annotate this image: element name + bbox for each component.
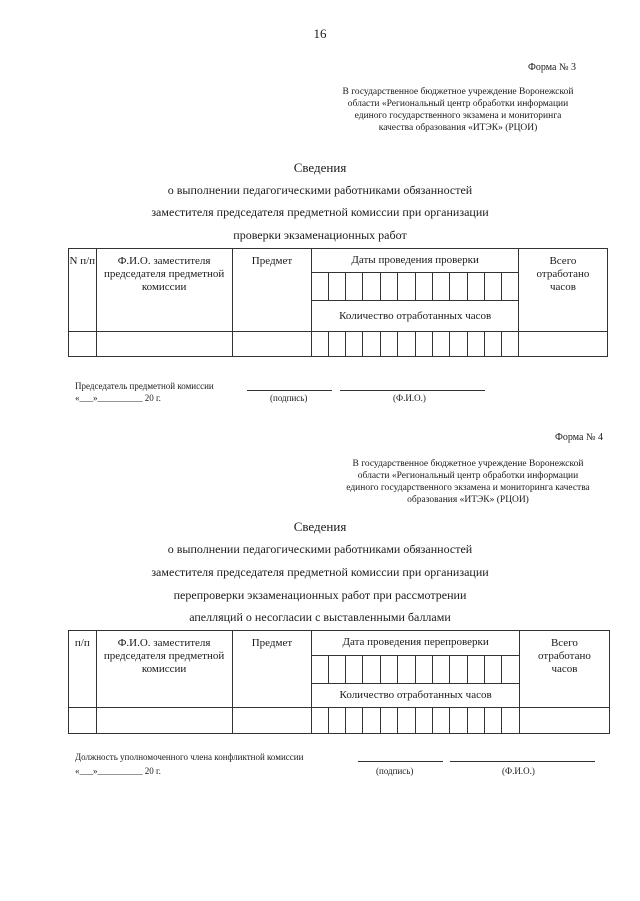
form3-subtitle-line: проверки экзаменационных работ <box>233 228 407 242</box>
form3-cell[interactable] <box>432 332 449 357</box>
form4-table <box>68 630 610 734</box>
form4-date-cell[interactable] <box>380 656 397 684</box>
form3-hours-label: Количество отработанных часов <box>312 301 519 332</box>
form4-date-cell[interactable] <box>432 656 449 684</box>
form4-cell[interactable] <box>69 708 97 734</box>
form4-cell[interactable] <box>502 708 519 734</box>
form4-title: Сведения <box>293 519 347 534</box>
form4-date-cell[interactable] <box>346 656 363 684</box>
form4-cell[interactable] <box>398 708 415 734</box>
form4-sign-hint: (подпись) <box>376 766 414 776</box>
form3-subtitle-line: заместителя председателя предметной комиссии при организации <box>151 205 489 219</box>
form3-date-cell[interactable] <box>450 273 467 301</box>
form4-col-dates: Дата проведения перепроверки <box>312 631 520 656</box>
form4-cell[interactable] <box>312 708 328 734</box>
form3-cell[interactable] <box>518 332 607 357</box>
form4-cell[interactable] <box>346 708 363 734</box>
form3-address-line: единого государственного экзамена и мониторинга <box>354 111 562 121</box>
form3-table <box>68 248 608 357</box>
form4-date-cell[interactable] <box>328 656 345 684</box>
form3-date-cell[interactable] <box>415 273 432 301</box>
form3-col-name: Ф.И.О. заместителя председателя предметной комиссии <box>96 249 232 332</box>
form3-date-cell[interactable] <box>380 273 397 301</box>
form4-date-cell[interactable] <box>415 656 432 684</box>
form3-name-hint: (Ф.И.О.) <box>393 393 426 403</box>
form4-cell[interactable] <box>467 708 484 734</box>
form4-address-line: области «Региональный центр обработки информации <box>357 471 579 481</box>
form4-col-num: п/п <box>69 631 97 708</box>
form3-subtitle-line: о выполнении педагогическими работниками обязанностей <box>167 183 473 197</box>
form3-date-cell[interactable] <box>432 273 449 301</box>
form3-date-cell[interactable] <box>346 273 363 301</box>
form3-date-cell[interactable] <box>467 273 484 301</box>
form4-cell[interactable] <box>96 708 232 734</box>
form4-date-line: «___»__________ 20 г. <box>75 766 161 776</box>
form4-date-cell[interactable] <box>363 656 380 684</box>
form4-name-hint: (Ф.И.О.) <box>502 766 535 776</box>
form4-cell[interactable] <box>415 708 432 734</box>
form3-title: Сведения <box>293 160 347 175</box>
form3-cell[interactable] <box>485 332 502 357</box>
form3-cell[interactable] <box>398 332 415 357</box>
form3-signature-role: Председатель предметной комиссии <box>75 381 214 391</box>
form3-address-line: В государственное бюджетное учреждение Воронежской <box>342 87 574 97</box>
form3-cell[interactable] <box>415 332 432 357</box>
form4-date-cell[interactable] <box>398 656 415 684</box>
form4-subtitle-line: апелляций о несогласии с выставленными баллами <box>189 610 451 624</box>
form4-cell[interactable] <box>485 708 502 734</box>
form4-address-line: В государственное бюджетное учреждение Воронежской <box>352 459 584 469</box>
form3-cell[interactable] <box>380 332 397 357</box>
form4-col-name: Ф.И.О. заместителя председателя предметной комиссии <box>96 631 232 708</box>
form4-date-cell[interactable] <box>312 656 328 684</box>
form4-date-cell[interactable] <box>485 656 502 684</box>
form3-date-cell[interactable] <box>328 273 345 301</box>
form4-label: Форма № 4 <box>555 432 603 443</box>
form4-cell[interactable] <box>380 708 397 734</box>
form3-col-num: N п/п <box>69 249 97 332</box>
form4-cell[interactable] <box>450 708 467 734</box>
form3-cell[interactable] <box>363 332 380 357</box>
form4-subtitle-line: о выполнении педагогическими работниками обязанностей <box>167 542 473 556</box>
form4-date-cell[interactable] <box>467 656 484 684</box>
form4-col-subject: Предмет <box>232 631 312 708</box>
form3-address-line: качества образования «ИТЭК» (РЦОИ) <box>378 123 538 133</box>
form4-cell[interactable] <box>232 708 312 734</box>
form3-date-cell[interactable] <box>485 273 502 301</box>
page-number: 16 <box>313 26 327 41</box>
form3-cell[interactable] <box>232 332 312 357</box>
form3-date-cell[interactable] <box>502 273 518 301</box>
form3-cell[interactable] <box>96 332 232 357</box>
form3-date-cell[interactable] <box>363 273 380 301</box>
form4-signature-role: Должность уполномоченного члена конфликтной комиссии <box>75 752 304 762</box>
form4-subtitle-line: заместителя председателя предметной комиссии при организации <box>151 565 489 579</box>
form4-cell[interactable] <box>519 708 609 734</box>
form3-cell[interactable] <box>69 332 97 357</box>
form3-col-dates: Даты проведения проверки <box>312 249 519 273</box>
form3-sign-line[interactable] <box>247 380 332 391</box>
form3-cell[interactable] <box>467 332 484 357</box>
form4-cell[interactable] <box>328 708 345 734</box>
form4-col-total: Всего отработано часов <box>519 631 609 708</box>
form3-sign-hint: (подпись) <box>270 393 308 403</box>
form4-cell[interactable] <box>432 708 449 734</box>
form3-cell[interactable] <box>346 332 363 357</box>
form4-address <box>318 458 618 506</box>
form3-cell[interactable] <box>312 332 328 357</box>
form3-col-total: Всего отработано часов <box>518 249 607 332</box>
form4-sign-line[interactable] <box>358 751 443 762</box>
form4-address-line: образования «ИТЭК» (РЦОИ) <box>407 495 529 505</box>
form3-address <box>308 86 608 134</box>
form3-date-cell[interactable] <box>398 273 415 301</box>
form4-address-line: единого государственного экзамена и мониторинга качества <box>346 483 590 493</box>
form3-cell[interactable] <box>450 332 467 357</box>
form3-name-line[interactable] <box>340 380 485 391</box>
form4-name-line[interactable] <box>450 751 595 762</box>
form4-date-cell[interactable] <box>450 656 467 684</box>
form3-cell[interactable] <box>502 332 518 357</box>
form4-hours-label: Количество отработанных часов <box>312 684 520 708</box>
form3-date-line: «___»__________ 20 г. <box>75 393 161 403</box>
form4-cell[interactable] <box>363 708 380 734</box>
form3-cell[interactable] <box>328 332 345 357</box>
form4-date-cell[interactable] <box>502 656 519 684</box>
form4-subtitle-line: перепроверки экзаменационных работ при рассмотрении <box>173 588 467 602</box>
form3-address-line: области «Региональный центр обработки информации <box>347 99 569 109</box>
form3-date-cell[interactable] <box>312 273 328 301</box>
form3-col-subject: Предмет <box>232 249 312 332</box>
form3-label: Форма № 3 <box>528 62 576 73</box>
